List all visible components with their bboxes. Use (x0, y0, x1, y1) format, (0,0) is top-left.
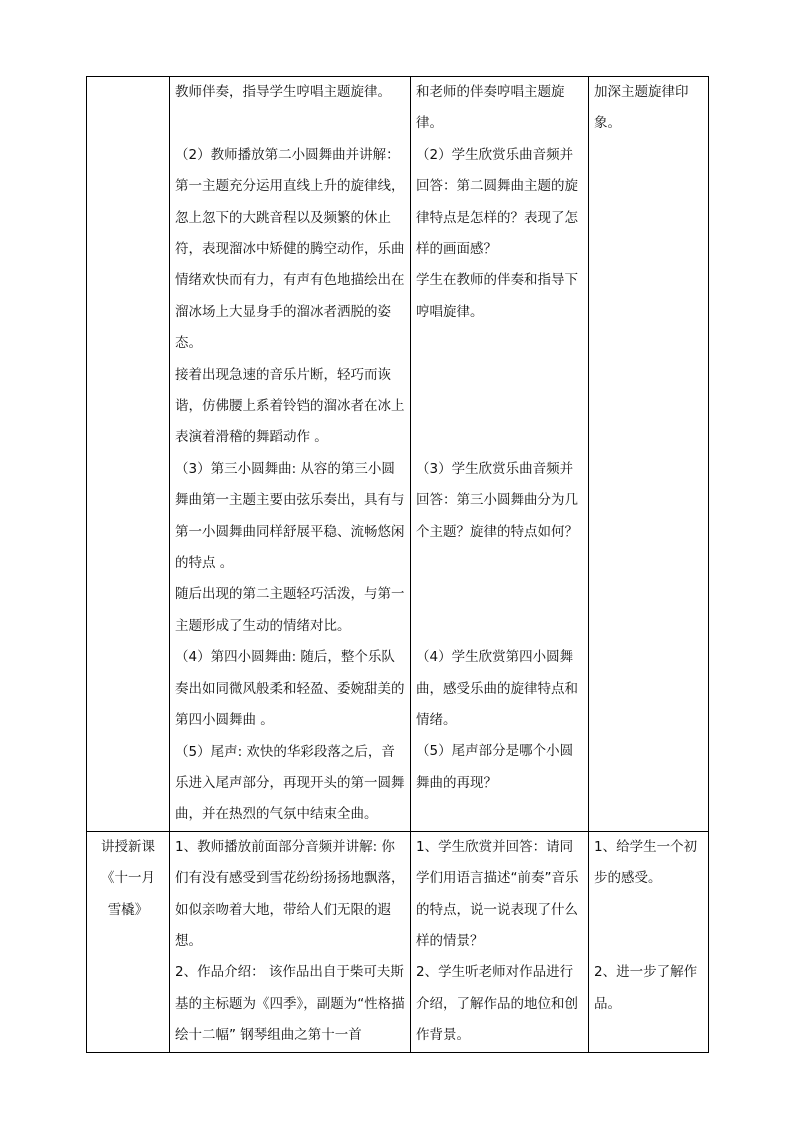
stage-cell (87, 831, 170, 1052)
paragraph (175, 108, 405, 139)
student-activity-cell (411, 77, 589, 832)
paragraph: （3）学生欣赏乐曲音频并回答：第三小圆舞曲分为几个主题？旋律的特点如何？ (416, 460, 578, 540)
paragraph (594, 926, 703, 957)
paragraph: （2）学生欣赏乐曲音频并回答：第二圆舞曲主题的旋律特点是怎样的？表现了怎样的画面感？ (416, 146, 578, 258)
paragraph: 学生在教师的伴奏和指导下哼唱旋律。 (416, 272, 578, 320)
teacher-activity-cell (170, 77, 411, 832)
paragraph: 和老师的伴奏哼唱主题旋律。 (416, 84, 565, 132)
paragraph: 教师伴奏，指导学生哼唱主题旋律。 (175, 84, 391, 100)
paragraph: （5）尾声部分是哪个小圆舞曲的再现？ (416, 743, 574, 791)
paragraph (594, 895, 703, 926)
student-activity-cell (411, 831, 589, 1052)
design-purpose-cell (589, 831, 709, 1052)
paragraph: 讲授新课 (101, 838, 155, 855)
paragraph (416, 548, 583, 579)
paragraph: （4）第四小圆舞曲: 随后，整个乐队奏出如同微风般柔和轻盈、委婉甜美的第四小圆舞曲 。 (175, 649, 405, 729)
stage-cell (87, 77, 170, 832)
paragraph: 加深主题旋律印象。 (594, 84, 689, 132)
paragraph: （2）教师播放第二小圆舞曲并讲解：第一主题充分运用直线上升的旋律线，忽上忽下的大跳音程以及频繁的休止符，表现溜冰中矫健的腾空动作，乐曲情绪欢快而有力，有声有色地描绘出在溜冰场上大显身手的溜冰者洒脱的姿态。 (175, 146, 405, 352)
paragraph: 2、作品介绍： 该作品出自于柴可夫斯基的主标题为《四季》，副题为“性格描绘十二幅” 钢琴组曲之第十一首 (175, 964, 405, 1044)
lesson-plan-table (86, 76, 709, 1053)
paragraph: 接着出现急速的音乐片断，轻巧而诙谐，仿佛腰上系着铃铛的溜冰者在冰上表演着滑稽的舞蹈动作 。 (175, 366, 405, 446)
paragraph: （4）学生欣赏第四小圆舞曲，感受乐曲的旋律特点和情绪。 (416, 649, 578, 729)
paragraph: 《十一月 (101, 870, 155, 887)
paragraph (416, 422, 583, 453)
paragraph (416, 611, 583, 642)
paragraph (416, 579, 583, 610)
paragraph: 1、学生欣赏并回答：请同学们用语言描述“前奏”音乐的特点，说一说表现了什么样的情景？ (416, 838, 579, 949)
paragraph: 1、给学生一个初步的感受。 (594, 838, 698, 887)
paragraph: 雪橇》 (107, 901, 149, 918)
paragraph (416, 328, 583, 359)
paragraph: 2、进一步了解作品。 (594, 964, 698, 1012)
teacher-activity-cell (170, 831, 411, 1052)
paragraph: 2、学生听老师对作品进行介绍，了解作品的地位和创作背景。 (416, 964, 578, 1044)
paragraph (416, 360, 583, 391)
paragraph: （3）第三小圆舞曲: 从容的第三小圆舞曲第一主题主要由弦乐奏出，具有与第一小圆舞曲同样舒展平稳、流畅悠闲的特点 。 (175, 460, 405, 572)
design-purpose-cell (589, 77, 709, 832)
table-row (87, 831, 709, 1052)
paragraph (416, 391, 583, 422)
paragraph: 随后出现的第二主题轻巧活泼，与第一主题形成了生动的情绪对比。 (175, 586, 405, 634)
table-row (87, 77, 709, 832)
paragraph: （5）尾声: 欢快的华彩段落之后，音乐进入尾声部分，再现开头的第一圆舞曲，并在热烈的气氛中结束全曲。 (175, 743, 405, 823)
paragraph: 1、教师播放前面部分音频并讲解: 你们有没有感受到雪花纷纷扬扬地飘落，如似亲吻着大地，带给人们无限的遐想。 (175, 838, 405, 949)
